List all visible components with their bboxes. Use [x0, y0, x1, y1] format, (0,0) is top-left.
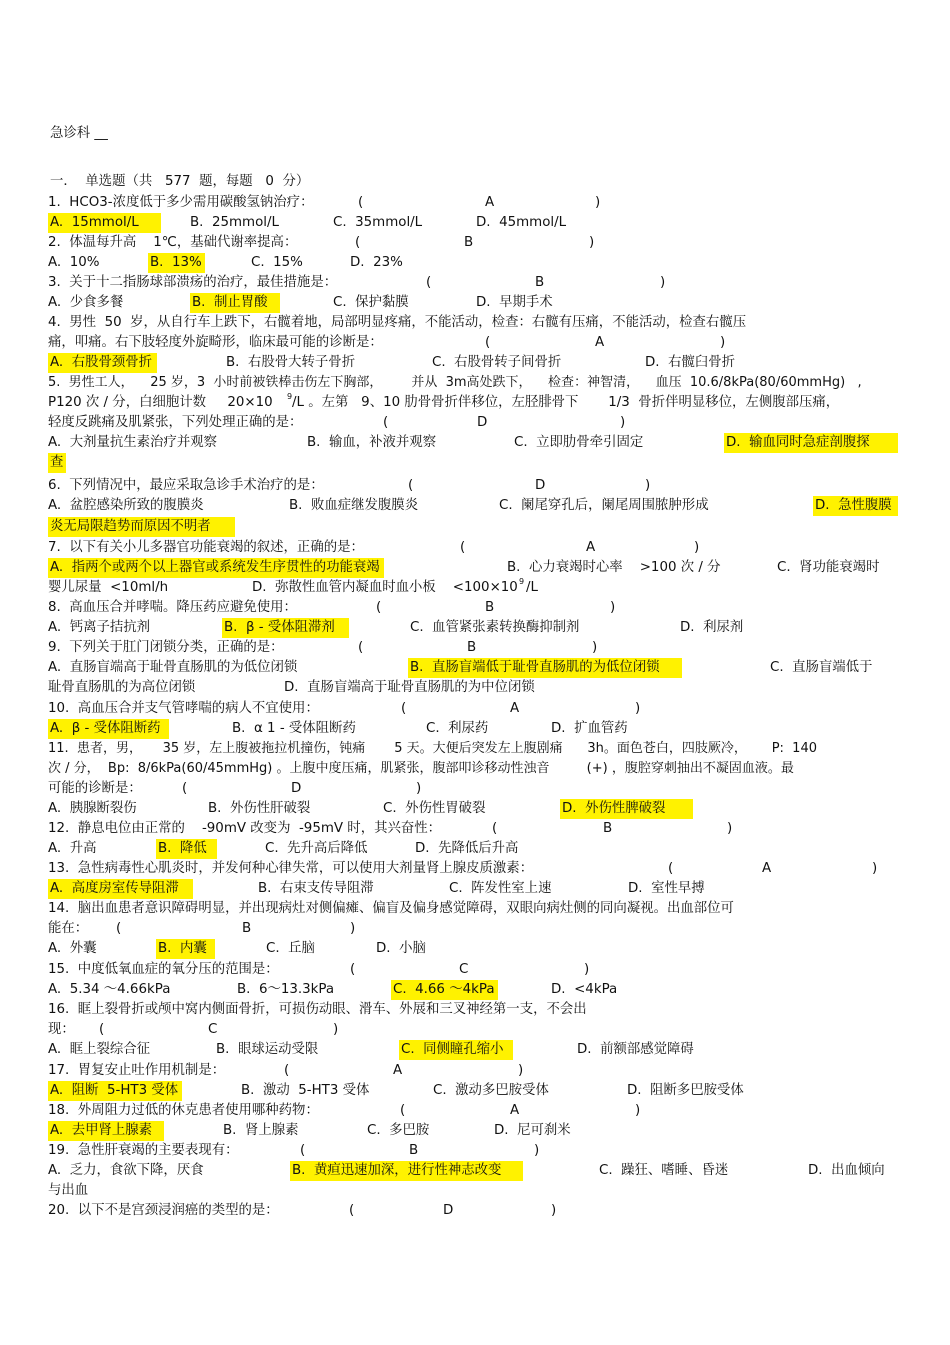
option-c: C. 立即肋骨牵引固定 [514, 435, 644, 450]
question-19 [48, 1141, 903, 1201]
question-1 [48, 193, 903, 233]
question-options [48, 839, 903, 859]
answer-close-paren: ) [660, 275, 666, 290]
question-options [48, 496, 903, 516]
question-options [48, 1161, 903, 1181]
question-stem-cont [48, 779, 903, 799]
question-options [48, 879, 903, 899]
answer-close-paren: ) [720, 335, 726, 350]
option-c: C. 利尿药 [426, 721, 489, 736]
superscript: 9 [519, 577, 525, 586]
stem-text-cont: 现： [48, 1022, 75, 1037]
option-a-correct: A. 去甲肾上腺素 [48, 1121, 164, 1141]
answer-key: B [464, 235, 474, 250]
option-d-cont: /L [526, 580, 538, 595]
option-d: D. 出血倾向 [808, 1163, 885, 1178]
question-stem [48, 638, 903, 658]
question-stem [48, 1000, 903, 1020]
answer-close-paren: ) [595, 195, 601, 210]
option-d: D. 先降低后升高 [415, 841, 519, 856]
option-b-correct: B. β - 受体阻滞剂 [222, 618, 349, 638]
question-options [48, 353, 903, 373]
option-a: A. 钙离子拮抗剂 [48, 620, 151, 635]
answer-key: C [208, 1022, 218, 1037]
answer-key: D [291, 781, 302, 796]
option-c-correct: C. 4.66 ～4kPa [391, 980, 498, 1000]
question-stem [48, 1061, 903, 1081]
stem-text: 6. 下列情况中，最应采取急诊手术治疗的是： [48, 478, 324, 493]
question-10 [48, 699, 903, 739]
answer-key: B [535, 275, 545, 290]
question-options-cont [48, 578, 903, 598]
option-d: D. 扩血管药 [551, 721, 628, 736]
question-options-cont [48, 678, 903, 698]
option-b: B. 眼球运动受限 [216, 1042, 319, 1057]
question-stem [48, 476, 903, 496]
stem-text-cont: /L 。左第 9、10 肋骨骨折伴移位，左胫腓骨下 1/3 骨折伴明显移位，左侧腹部压痛， [292, 395, 840, 410]
answer-key: D [477, 415, 488, 430]
answer-close-paren: ) [416, 781, 422, 796]
question-8 [48, 598, 903, 638]
option-d: D. 23% [350, 255, 403, 270]
stem-text-cont: 轻度反跳痛及肌紧张，下列处理正确的是： [48, 415, 303, 430]
question-options [48, 253, 903, 273]
option-b: B. 败血症继发腹膜炎 [289, 498, 419, 513]
question-options-cont [48, 453, 903, 473]
question-17 [48, 1061, 903, 1101]
option-c: C. 激动多巴胺受体 [433, 1083, 549, 1098]
option-c: C. 阵发性室上速 [449, 881, 552, 896]
option-a-correct: A. β - 受体阻断药 [48, 719, 169, 739]
option-c: C. 多巴胺 [367, 1123, 430, 1138]
question-14 [48, 899, 903, 959]
answer-open-paren: ( [355, 235, 361, 250]
answer-key: A [485, 195, 495, 210]
question-options [48, 658, 903, 678]
option-b-correct: B. 制止胃酸 [190, 293, 280, 313]
question-stem [48, 233, 903, 253]
stem-text-cont: 可能的诊断是： [48, 781, 142, 796]
stem-text: 13. 急性病毒性心肌炎时，并发何种心律失常，可以使用大剂量肾上腺皮质激素： [48, 861, 534, 876]
answer-close-paren: ) [350, 921, 356, 936]
stem-text: 20. 以下不是宫颈浸润癌的类型的是： [48, 1203, 279, 1218]
option-c: C. 35mmol/L [333, 215, 423, 230]
option-b: B. 激动 5-HT3 受体 [241, 1083, 370, 1098]
option-c: C. 阑尾穿孔后，阑尾周围脓肿形成 [499, 498, 709, 513]
answer-close-paren: ) [584, 962, 590, 977]
question-6 [48, 476, 903, 537]
option-b: B. 肾上腺素 [223, 1123, 299, 1138]
option-b: B. 6～13.3kPa [237, 982, 335, 997]
answer-open-paren: ( [668, 861, 674, 876]
option-a: A. 外囊 [48, 941, 97, 956]
option-b-correct: B. 黄疸迅速加深，进行性神志改变 [290, 1161, 523, 1181]
question-options [48, 618, 903, 638]
answer-open-paren: ( [358, 195, 364, 210]
option-c: C. 保护黏膜 [333, 295, 409, 310]
answer-close-paren: ) [694, 540, 700, 555]
option-a-correct: A. 15mmol/L [48, 213, 161, 233]
answer-open-paren: ( [460, 540, 466, 555]
question-12 [48, 819, 903, 859]
option-d: D. 利尿剂 [680, 620, 744, 635]
option-c: C. 躁狂、嗜睡、昏迷 [599, 1163, 729, 1178]
stem-text: 7. 以下有关小儿多器官功能衰竭的叙述，正确的是： [48, 540, 364, 555]
question-2 [48, 233, 903, 273]
question-stem [48, 1141, 903, 1161]
answer-open-paren: ( [358, 640, 364, 655]
option-c-cont: 婴儿尿量 <10ml/h [48, 580, 169, 595]
option-d: D. 早期手术 [476, 295, 553, 310]
answer-close-paren: ) [872, 861, 878, 876]
question-options [48, 558, 903, 578]
answer-open-paren: ( [300, 1143, 306, 1158]
stem-text: 5. 男性工人， 25 岁，3 小时前被铁棒击伤左下胸部， 并从 3m高处跌下， 检查：神智清， 血压 10.6/8kPa(80/60mmHg) , [48, 375, 862, 390]
option-a: A. 少食多餐 [48, 295, 124, 310]
answer-close-paren: ) [610, 600, 616, 615]
answer-key: A [595, 335, 605, 350]
question-stem [48, 193, 903, 213]
answer-key: A [510, 1103, 520, 1118]
option-a-correct: A. 指两个或两个以上器官或系统发生序贯性的功能衰竭 [48, 558, 384, 578]
answer-open-paren: ( [485, 335, 491, 350]
question-3 [48, 273, 903, 313]
answer-close-paren: ) [635, 701, 641, 716]
question-options [48, 1040, 903, 1060]
answer-open-paren: ( [408, 478, 414, 493]
answer-open-paren: ( [376, 600, 382, 615]
answer-close-paren: ) [592, 640, 598, 655]
question-options [48, 980, 903, 1000]
question-options [48, 939, 903, 959]
question-stem-cont [48, 413, 903, 433]
answer-key: A [393, 1063, 403, 1078]
question-20 [48, 1201, 903, 1221]
question-options [48, 1121, 903, 1141]
answer-key: B [603, 821, 613, 836]
option-d-correct-cont: 炎无局限趋势而原因不明者 [48, 517, 235, 537]
answer-key: A [762, 861, 772, 876]
option-d: D. 室性早搏 [628, 881, 705, 896]
stem-text: 12. 静息电位由正常的 -90mV 改变为 -95mV 时，其兴奋性： [48, 821, 442, 836]
answer-open-paren: ( [383, 415, 389, 430]
question-stem-cont [48, 759, 903, 779]
option-d-correct: D. 外伤性脾破裂 [560, 799, 693, 819]
option-b: B. 输血，补液并观察 [307, 435, 437, 450]
option-d-cont: 与出血 [48, 1183, 89, 1198]
question-7 [48, 538, 903, 598]
option-d: D. <4kPa [551, 982, 618, 997]
question-options-cont [48, 1181, 903, 1201]
question-stem [48, 598, 903, 618]
option-d: D. 右髋臼骨折 [645, 355, 736, 370]
answer-close-paren: ) [727, 821, 733, 836]
stem-text: 11. 患者，男， 35 岁，左上腹被拖拉机撞伤，钝痛 5 天。大便后突发左上腹剧痛 3h。面色苍白，四肢厥冷， P: 140 [48, 741, 818, 756]
answer-open-paren: ( [350, 962, 356, 977]
question-15 [48, 960, 903, 1000]
stem-text: 3. 关于十二指肠球部溃疡的治疗，最佳措施是： [48, 275, 338, 290]
question-stem [48, 1201, 903, 1221]
question-stem-cont [48, 333, 903, 353]
question-stem [48, 960, 903, 980]
option-c-cont: 耻骨直肠肌的为高位闭锁 [48, 680, 196, 695]
question-list [48, 193, 903, 1221]
option-a: A. 大剂量抗生素治疗并观察 [48, 435, 217, 450]
option-a: A. 5.34 ～4.66kPa [48, 982, 171, 997]
option-a: A. 直肠盲端高于耻骨直肠肌的为低位闭锁 [48, 660, 298, 675]
answer-key: B [467, 640, 477, 655]
option-a: A. 眶上裂综合征 [48, 1042, 151, 1057]
question-stem [48, 313, 903, 333]
answer-close-paren: ) [551, 1203, 557, 1218]
question-stem [48, 1101, 903, 1121]
stem-text: 9. 下列关于肛门闭锁分类，正确的是： [48, 640, 284, 655]
question-4 [48, 313, 903, 373]
option-a: A. 乏力，食欲下降，厌食 [48, 1163, 204, 1178]
answer-open-paren: ( [99, 1022, 105, 1037]
option-b: B. 外伤性肝破裂 [208, 801, 311, 816]
option-c: C. 肾功能衰竭时 [777, 560, 880, 575]
stem-text-cont: 痛，叩痛。右下肢轻度外旋畸形，临床最可能的诊断是： [48, 335, 383, 350]
question-16 [48, 1000, 903, 1060]
question-stem [48, 899, 903, 919]
answer-close-paren: ) [645, 478, 651, 493]
option-c-correct: C. 同侧瞳孔缩小 [399, 1040, 513, 1060]
answer-open-paren: ( [401, 701, 407, 716]
answer-open-paren: ( [492, 821, 498, 836]
option-b-correct: B. 直肠盲端低于耻骨直肠肌的为低位闭锁 [408, 658, 682, 678]
answer-open-paren: ( [349, 1203, 355, 1218]
stem-text: 2. 体温每升高 1℃，基础代谢率提高： [48, 235, 298, 250]
answer-key: A [586, 540, 596, 555]
answer-close-paren: ) [518, 1063, 524, 1078]
answer-key: D [535, 478, 546, 493]
stem-text-cont: 次 / 分， Bp: 8/6kPa(60/45mmHg) 。上腹中度压痛，肌紧张，腹部叩诊移动性浊音 (+) ，腹腔穿刺抽出不凝固血液。最 [48, 761, 794, 776]
option-c: C. 直肠盲端低于 [770, 660, 873, 675]
question-stem [48, 819, 903, 839]
question-options [48, 1081, 903, 1101]
option-a: A. 10% [48, 255, 100, 270]
option-a-correct: A. 高度房室传导阻滞 [48, 879, 193, 899]
option-b: B. 心力衰竭时心率 >100 次 / 分 [507, 560, 721, 575]
answer-close-paren: ) [620, 415, 626, 430]
option-c: C. 先升高后降低 [265, 841, 368, 856]
option-b: B. 25mmol/L [190, 215, 279, 230]
option-a: A. 胰腺断裂伤 [48, 801, 137, 816]
option-d-correct-cont: 查 [48, 453, 66, 473]
option-d: D. 弥散性血管内凝血时血小板 <100×10 [252, 580, 518, 595]
question-options [48, 799, 903, 819]
answer-open-paren: ( [426, 275, 432, 290]
stem-text-cont: 能在： [48, 921, 89, 936]
option-d-correct: D. 输血同时急症剖腹探 [724, 433, 898, 453]
answer-close-paren: ) [333, 1022, 339, 1037]
question-stem [48, 859, 903, 879]
stem-text: 14. 脑出血患者意识障碍明显，并出现病灶对侧偏瘫、偏盲及偏身感觉障碍，双眼向病灶侧的同向凝视。出血部位可 [48, 901, 734, 916]
question-stem-cont [48, 1020, 903, 1040]
option-a: A. 升高 [48, 841, 97, 856]
option-c: C. 血管紧张素转换酶抑制剂 [410, 620, 580, 635]
option-d-correct: D. 急性腹膜 [813, 496, 898, 516]
answer-key: B [409, 1143, 419, 1158]
answer-open-paren: ( [400, 1103, 406, 1118]
section-title: 一． 单选题（共 577 题，每题 0 分） [50, 174, 310, 189]
question-stem [48, 699, 903, 719]
answer-key: D [443, 1203, 454, 1218]
question-options [48, 213, 903, 233]
answer-key: B [485, 600, 495, 615]
option-c: C. 15% [251, 255, 303, 270]
answer-key: C [459, 962, 469, 977]
option-c: C. 丘脑 [266, 941, 315, 956]
superscript: 9 [287, 392, 293, 401]
question-stem [48, 739, 903, 759]
answer-close-paren: ) [635, 1103, 641, 1118]
option-b: B. 右股骨大转子骨折 [226, 355, 356, 370]
answer-open-paren: ( [182, 781, 188, 796]
department-label: 急诊科 __ [50, 126, 108, 141]
stem-text: 17. 胃复安止吐作用机制是： [48, 1063, 226, 1078]
answer-close-paren: ) [589, 235, 595, 250]
stem-text: 10. 高血压合并支气管哮喘的病人不宜使用： [48, 701, 319, 716]
option-d: D. 尼可刹米 [494, 1123, 571, 1138]
stem-text: 18. 外周阻力过低的休克患者使用哪种药物： [48, 1103, 319, 1118]
option-b: B. 右束支传导阻滞 [258, 881, 374, 896]
option-d: D. 小脑 [376, 941, 426, 956]
answer-key: B [242, 921, 252, 936]
answer-close-paren: ) [534, 1143, 540, 1158]
stem-text: 15. 中度低氧血症的氧分压的范围是： [48, 962, 279, 977]
stem-text: 8. 高血压合并哮喘。降压药应避免使用： [48, 600, 297, 615]
option-b-correct: B. 内囊 [156, 939, 215, 959]
option-a: A. 盆腔感染所致的腹膜炎 [48, 498, 204, 513]
question-stem [48, 273, 903, 293]
question-11 [48, 739, 903, 819]
answer-open-paren: ( [284, 1063, 290, 1078]
question-18 [48, 1101, 903, 1141]
stem-text: 1. HCO3-浓度低于多少需用碳酸氢钠治疗： [48, 195, 314, 210]
question-stem-cont [48, 393, 903, 413]
option-b: B. α 1 - 受体阻断药 [232, 721, 356, 736]
answer-open-paren: ( [116, 921, 122, 936]
question-stem [48, 373, 903, 393]
question-stem [48, 538, 903, 558]
question-5 [48, 373, 903, 473]
option-a-correct: A. 阻断 5-HT3 受体 [48, 1081, 182, 1101]
option-d: D. 直肠盲端高于耻骨直肠肌的为中位闭锁 [284, 680, 535, 695]
option-c: C. 外伤性胃破裂 [383, 801, 486, 816]
answer-key: A [510, 701, 520, 716]
stem-text-cont: P120 次 / 分，白细胞计数 20×10 [48, 395, 273, 410]
stem-text: 19. 急性肝衰竭的主要表现有： [48, 1143, 239, 1158]
question-stem-cont [48, 919, 903, 939]
option-d: D. 前额部感觉障碍 [577, 1042, 694, 1057]
question-options [48, 433, 903, 453]
option-c: C. 右股骨转子间骨折 [432, 355, 562, 370]
option-b-correct: B. 降低 [156, 839, 217, 859]
stem-text: 4. 男性 50 岁，从自行车上跌下，右髋着地，局部明显疼痛，不能活动，检查：右髋有压痛，不能活动，检查右髋压 [48, 315, 747, 330]
stem-text: 16. 眶上裂骨折或颅中窝内侧面骨折，可损伤动眼、滑车、外展和三叉神经第一支，不会出 [48, 1002, 587, 1017]
question-9 [48, 638, 903, 698]
question-options [48, 293, 903, 313]
question-options [48, 719, 903, 739]
option-a-correct: A. 右股骨颈骨折 [48, 353, 157, 373]
option-b-correct: B. 13% [148, 253, 205, 273]
question-options-cont [48, 517, 903, 537]
option-d: D. 阻断多巴胺受体 [627, 1083, 744, 1098]
question-13 [48, 859, 903, 899]
option-d: D. 45mmol/L [476, 215, 567, 230]
